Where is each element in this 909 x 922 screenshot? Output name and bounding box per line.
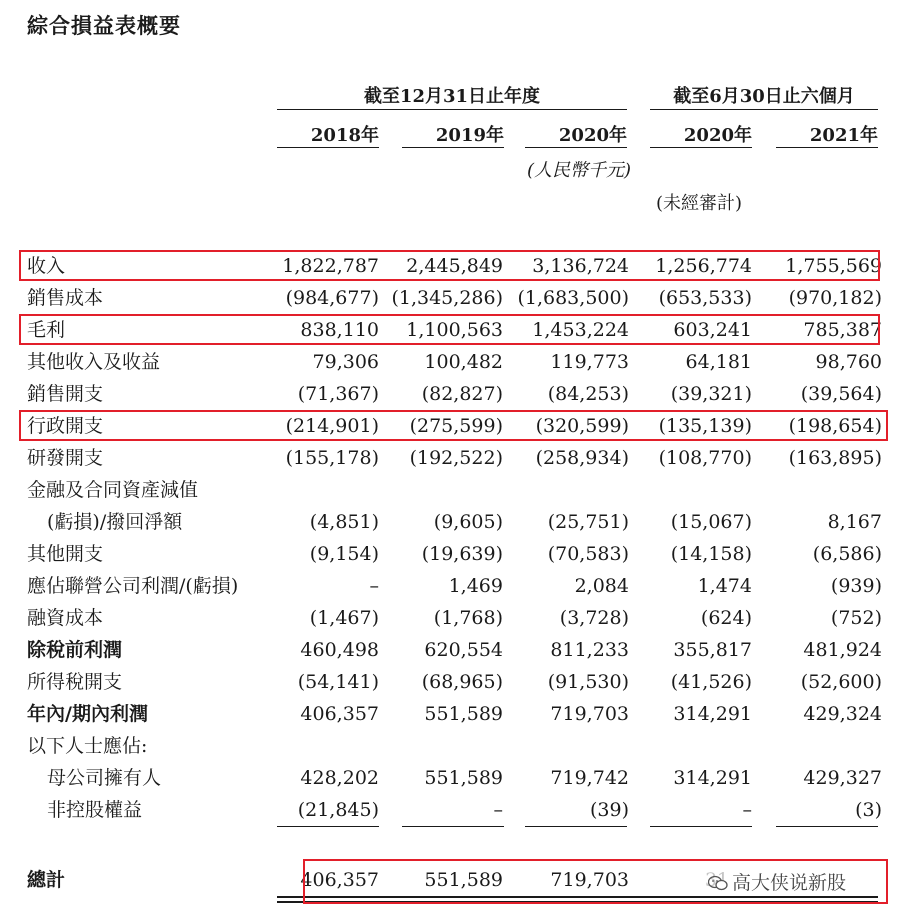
cell-value: 838,110 bbox=[300, 319, 379, 341]
table-row-income-tax bbox=[0, 666, 909, 698]
cell-value: (4,851) bbox=[309, 511, 379, 533]
watermark bbox=[706, 868, 848, 895]
cell-value: (68,965) bbox=[421, 671, 503, 693]
cell-value: 406,357 bbox=[300, 869, 379, 891]
cell-value: 603,241 bbox=[673, 319, 752, 341]
cell-value: 1,474 bbox=[697, 575, 752, 597]
cell-value: (984,677) bbox=[285, 287, 379, 309]
cell-value: (14,158) bbox=[670, 543, 752, 565]
row-label: 年內/期內利潤 bbox=[27, 703, 148, 725]
cell-value: – bbox=[742, 799, 752, 821]
row-label: 行政開支 bbox=[27, 415, 104, 437]
cell-value: 406,357 bbox=[300, 703, 379, 725]
currency-note: (人民幣千元) bbox=[526, 160, 631, 181]
cell-value: 100,482 bbox=[424, 351, 503, 373]
cell-value: 98,760 bbox=[815, 351, 882, 373]
cell-value: 429,324 bbox=[803, 703, 882, 725]
subtotal-rule bbox=[277, 826, 379, 827]
year-header-2019: 2019年 bbox=[435, 125, 504, 146]
cell-value: 719,742 bbox=[550, 767, 629, 789]
row-label: 金融及合同資產減值 bbox=[27, 479, 199, 501]
row-label: 收入 bbox=[27, 255, 66, 277]
cell-value: – bbox=[493, 799, 503, 821]
wechat-icon bbox=[708, 875, 728, 891]
table-row-finance-costs bbox=[0, 602, 909, 634]
cell-value: (155,178) bbox=[285, 447, 379, 469]
subtotal-rule bbox=[650, 826, 752, 827]
table-row-impairment-heading bbox=[0, 474, 909, 506]
watermark-text: 高大侠说新股 bbox=[732, 872, 847, 894]
row-label: 其他開支 bbox=[27, 543, 104, 565]
row-label: 母公司擁有人 bbox=[47, 767, 162, 789]
cell-value: (108,770) bbox=[658, 447, 752, 469]
table-row-other-expenses bbox=[0, 538, 909, 570]
year-header-2018: 2018年 bbox=[310, 125, 379, 146]
cell-value: (9,154) bbox=[309, 543, 379, 565]
cell-value: 1,755,569 bbox=[785, 255, 882, 277]
cell-value: 551,589 bbox=[424, 767, 503, 789]
table-row-parent-owners bbox=[0, 762, 909, 794]
subtotal-rule bbox=[525, 826, 627, 827]
highlight-box-gross-profit bbox=[19, 314, 880, 345]
cell-value: 785,387 bbox=[803, 319, 882, 341]
table-row-attributable-heading bbox=[0, 730, 909, 762]
cell-value: (624) bbox=[700, 607, 752, 629]
highlight-box-revenue bbox=[19, 250, 880, 281]
cell-value: (15,067) bbox=[670, 511, 752, 533]
cell-value: 481,924 bbox=[803, 639, 882, 661]
year-rule-2020 bbox=[525, 147, 627, 148]
cell-value: 79,306 bbox=[312, 351, 379, 373]
cell-value: (275,599) bbox=[409, 415, 503, 437]
cell-value: 355,817 bbox=[673, 639, 752, 661]
cell-value: (82,827) bbox=[421, 383, 503, 405]
cell-value: (1,768) bbox=[433, 607, 503, 629]
year-header-2021-h1: 2021年 bbox=[809, 125, 878, 146]
cell-value: 811,233 bbox=[550, 639, 629, 661]
cell-value: 1,822,787 bbox=[282, 255, 379, 277]
cell-value: (939) bbox=[830, 575, 882, 597]
cell-value: (3) bbox=[855, 799, 882, 821]
row-label: 銷售開支 bbox=[27, 383, 104, 405]
table-row-profit-before-tax bbox=[0, 634, 909, 666]
cell-value: 64,181 bbox=[685, 351, 752, 373]
row-label: 非控股權益 bbox=[47, 799, 143, 821]
cell-value: (1,683,500) bbox=[517, 287, 629, 309]
table-row-rnd-expenses bbox=[0, 442, 909, 474]
table-row-non-controlling bbox=[0, 794, 909, 826]
table-row-associate-share bbox=[0, 570, 909, 602]
cell-value: 1,453,224 bbox=[532, 319, 629, 341]
cell-value: 1,100,563 bbox=[406, 319, 503, 341]
cell-value: (6,586) bbox=[812, 543, 882, 565]
cell-value: 314,291 bbox=[673, 703, 752, 725]
cell-value: 3,136,724 bbox=[532, 255, 629, 277]
cell-value: 429,327 bbox=[803, 767, 882, 789]
cell-value: 719,703 bbox=[550, 869, 629, 891]
row-label: 其他收入及收益 bbox=[27, 351, 161, 373]
cell-value: 2,084 bbox=[574, 575, 629, 597]
table-row-other-income bbox=[0, 346, 909, 378]
row-label: 研發開支 bbox=[27, 447, 104, 469]
cell-value: (19,639) bbox=[421, 543, 503, 565]
six-month-group-rule bbox=[650, 109, 878, 110]
cell-value: (84,253) bbox=[547, 383, 629, 405]
cell-value: (9,605) bbox=[433, 511, 503, 533]
table-row-cost-of-sales bbox=[0, 282, 909, 314]
cell-value: (192,522) bbox=[409, 447, 503, 469]
six-month-group-header: 截至6月30日止六個月 bbox=[673, 86, 855, 107]
year-rule-2018 bbox=[277, 147, 379, 148]
cell-value: (71,367) bbox=[297, 383, 379, 405]
year-rule-2021-h1 bbox=[776, 147, 878, 148]
cell-value: (258,934) bbox=[535, 447, 629, 469]
row-label: 總計 bbox=[27, 869, 66, 891]
cell-value: (163,895) bbox=[788, 447, 882, 469]
cell-value: – bbox=[369, 575, 379, 597]
cell-value: 1,469 bbox=[448, 575, 503, 597]
table-row-profit-for-period bbox=[0, 698, 909, 730]
row-label: 融資成本 bbox=[27, 607, 104, 629]
row-label: 毛利 bbox=[27, 319, 66, 341]
cell-value: (135,139) bbox=[658, 415, 752, 437]
table-row-impairment bbox=[0, 506, 909, 538]
cell-value: 551,589 bbox=[424, 869, 503, 891]
year-end-group-header: 截至12月31日止年度 bbox=[363, 86, 541, 107]
cell-value: (1,467) bbox=[309, 607, 379, 629]
row-label: (虧損)/撥回淨額 bbox=[47, 511, 183, 533]
cell-value: 719,703 bbox=[550, 703, 629, 725]
cell-value: (39,564) bbox=[800, 383, 882, 405]
cell-value: 314,291 bbox=[673, 767, 752, 789]
row-label: 應佔聯營公司利潤/(虧損) bbox=[27, 575, 239, 597]
cell-value: (3,728) bbox=[559, 607, 629, 629]
cell-value: (25,751) bbox=[547, 511, 629, 533]
cell-value: (70,583) bbox=[547, 543, 629, 565]
cell-value: (39) bbox=[589, 799, 629, 821]
cell-value: (91,530) bbox=[547, 671, 629, 693]
cell-value: (970,182) bbox=[788, 287, 882, 309]
cell-value: (752) bbox=[830, 607, 882, 629]
cell-value: 2,445,849 bbox=[406, 255, 503, 277]
subtotal-rule bbox=[776, 826, 878, 827]
year-header-2020-h1: 2020年 bbox=[683, 125, 752, 146]
cell-value: (1,345,286) bbox=[391, 287, 503, 309]
cell-value: 8,167 bbox=[827, 511, 882, 533]
cell-value: (214,901) bbox=[285, 415, 379, 437]
cell-value: 1,256,774 bbox=[655, 255, 752, 277]
cell-value: (52,600) bbox=[800, 671, 882, 693]
highlight-box-admin-expenses bbox=[19, 410, 888, 441]
cell-value: (54,141) bbox=[297, 671, 379, 693]
cell-value: 119,773 bbox=[550, 351, 629, 373]
cell-value: (320,599) bbox=[535, 415, 629, 437]
cell-value: 551,589 bbox=[424, 703, 503, 725]
cell-value: (653,533) bbox=[658, 287, 752, 309]
cell-value: (21,845) bbox=[297, 799, 379, 821]
cell-value: (41,526) bbox=[670, 671, 752, 693]
year-rule-2020-h1 bbox=[650, 147, 752, 148]
row-label: 銷售成本 bbox=[27, 287, 104, 309]
row-label: 以下人士應佔: bbox=[27, 735, 148, 757]
row-label: 除稅前利潤 bbox=[27, 639, 123, 661]
table-row-selling-expenses bbox=[0, 378, 909, 410]
cell-value: 460,498 bbox=[300, 639, 379, 661]
unaudited-note: (未經審計) bbox=[656, 193, 743, 214]
row-label: 所得稅開支 bbox=[27, 671, 123, 693]
year-rule-2019 bbox=[402, 147, 504, 148]
cell-value: (198,654) bbox=[788, 415, 882, 437]
year-end-group-rule bbox=[277, 109, 627, 110]
subtotal-rule bbox=[402, 826, 504, 827]
cell-value: 620,554 bbox=[424, 639, 503, 661]
year-header-2020: 2020年 bbox=[558, 125, 627, 146]
cell-value: 428,202 bbox=[300, 767, 379, 789]
page-title: 綜合損益表概要 bbox=[27, 13, 181, 38]
cell-value: (39,321) bbox=[670, 383, 752, 405]
